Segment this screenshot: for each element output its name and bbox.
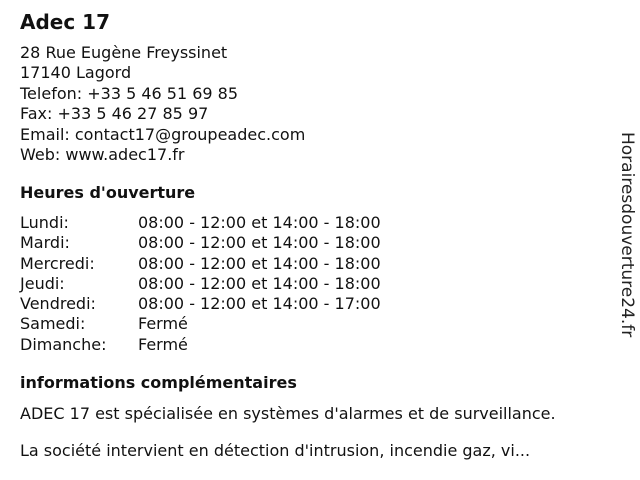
day-hours: 08:00 - 12:00 et 14:00 - 18:00	[138, 273, 381, 293]
fax-line: Fax: +33 5 46 27 85 97	[20, 104, 209, 124]
info-heading: informations complémentaires	[20, 373, 297, 392]
web-line: Web: www.adec17.fr	[20, 145, 185, 165]
site-watermark	[616, 132, 638, 344]
business-name: Adec 17	[20, 10, 111, 34]
day-label: Mardi:	[20, 233, 70, 253]
phone-line: Telefon: +33 5 46 51 69 85	[20, 83, 239, 103]
day-label: Samedi:	[20, 314, 86, 334]
day-hours: Fermé	[138, 334, 188, 354]
day-label: Mercredi:	[20, 253, 95, 273]
hours-heading: Heures d'ouverture	[20, 183, 196, 202]
contact-block	[20, 43, 305, 165]
day-hours: 08:00 - 12:00 et 14:00 - 18:00	[138, 233, 381, 253]
day-label: Lundi:	[20, 213, 69, 232]
day-label: Dimanche:	[20, 334, 107, 354]
info-paragraph: ADEC 17 est spécialisée en systèmes d'alarmes et de surveillance.	[20, 404, 556, 423]
day-label: Vendredi:	[20, 294, 96, 314]
day-hours: 08:00 - 12:00 et 14:00 - 18:00	[138, 213, 381, 232]
day-hours: 08:00 - 12:00 et 14:00 - 17:00	[138, 294, 381, 314]
address-line-city: 17140 Lagord	[20, 63, 132, 83]
email-line: Email: contact17@groupeadec.com	[20, 124, 306, 144]
day-hours: Fermé	[138, 314, 188, 334]
day-hours: 08:00 - 12:00 et 14:00 - 18:00	[138, 253, 381, 273]
watermark-text: Horairesdouverture24.fr	[617, 132, 637, 338]
address-line-street: 28 Rue Eugène Freyssinet	[20, 43, 228, 62]
info-paragraph-truncated: La société intervient en détection d'intrusion, incendie gaz, vi...	[20, 441, 531, 460]
day-label: Jeudi:	[20, 273, 65, 293]
